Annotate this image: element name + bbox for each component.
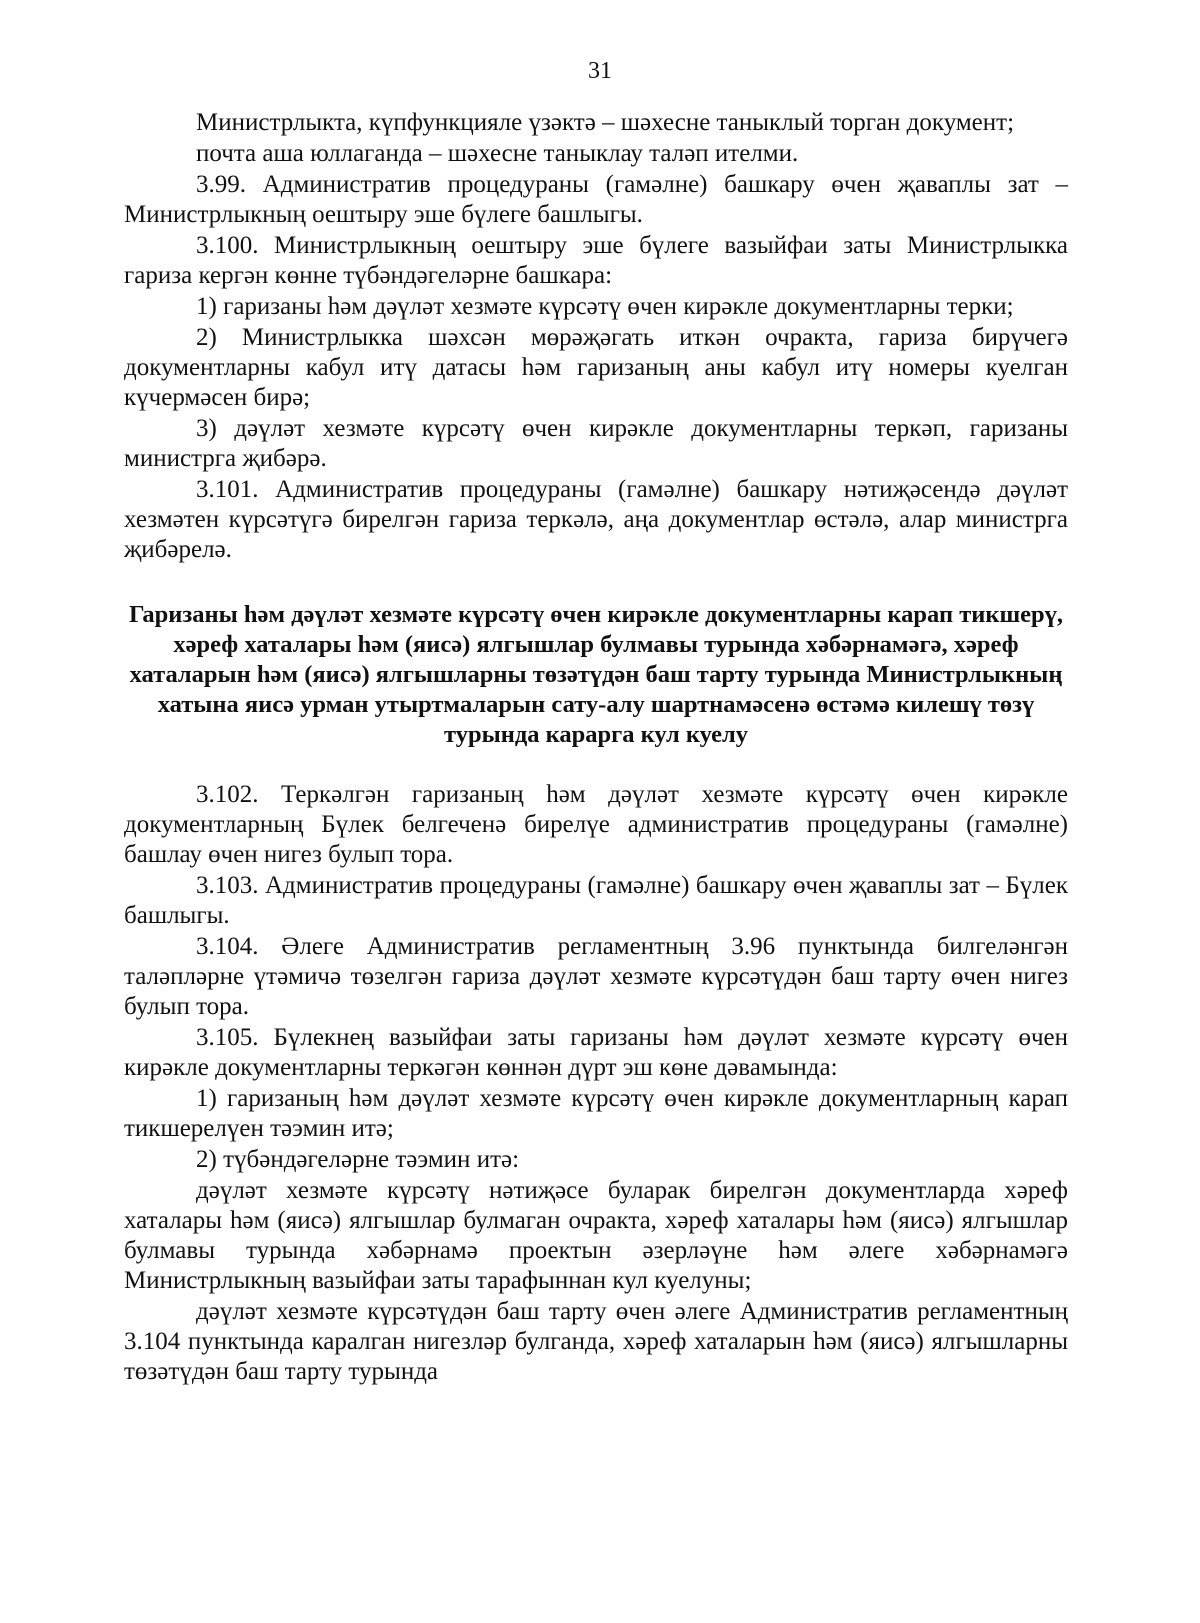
paragraph: 2) Министрлыкка шәхсән мөрәҗәгать иткән очракта, гариза бирүчегә документларны кабул итү датасы һәм гаризаның аны кабул итү номеры куелган күчермәсен бирә;: [124, 324, 1068, 411]
paragraph: Министрлыкта, күпфункцияле үзәктә – шәхесне таныклый торган документ;: [196, 109, 1015, 136]
document-body: [124, 108, 1068, 1388]
paragraph: дәүләт хезмәте күрсәтү нәтиҗәсе буларак бирелгән документларда хәреф хаталары һәм (яисә) ялгышлар булмаган очракта, хәреф хаталары һәм (яисә) ялгышлар булмавы турында хәбәрнамә проектын әзерләүне һәм әлеге хәбәрнамәгә Министрлыкның вазыйфаи заты тарафыннан кул куелуны;: [124, 1177, 1068, 1294]
paragraph: дәүләт хезмәте күрсәтүдән баш тарту өчен әлеге Административ регламентның 3.104 пунктында каралган нигезләр булганда, хәреф хаталарын һәм (яисә) ялгышларны төзәтүдән баш тарту турында: [124, 1298, 1068, 1385]
paragraph: 3.99. Административ процедураны (гамәлне) башкару өчен җаваплы зат – Министрлыкның оештыру эше бүлеге башлыгы.: [124, 171, 1068, 228]
paragraph: 3) дәүләт хезмәте күрсәтү өчен кирәкле документларны теркәп, гаризаны министрга җибәрә.: [124, 415, 1068, 472]
paragraph: 1) гаризаның һәм дәүләт хезмәте күрсәтү өчен кирәкле документларның карап тикшерелүен тәэмин итә;: [124, 1085, 1068, 1142]
page-number: 31: [588, 58, 612, 84]
paragraph: 3.102. Теркәлгән гаризаның һәм дәүләт хезмәте күрсәтү өчен кирәкле документларның Бүлек белгеченә бирелүе административ процедураны (гамәлне) башлау өчен нигез булып тора.: [124, 781, 1068, 868]
paragraph: 3.104. Әлеге Административ регламентның 3.96 пунктында билгеләнгән таләпләрне үтәмичә төзелгән гариза дәүләт хезмәте күрсәтүдән баш тарту өчен нигез булып тора.: [124, 933, 1068, 1020]
paragraph: 3.100. Министрлыкның оештыру эше бүлеге вазыйфаи заты Министрлыкка гариза кергән көнне түбәндәгеләрне башкара:: [124, 232, 1068, 289]
paragraph: 3.101. Административ процедураны (гамәлне) башкару нәтиҗәсендә дәүләт хезмәтен күрсәтүгә бирелгән гариза теркәлә, аңа документлар өстәлә, алар министрга җибәрелә.: [124, 476, 1068, 563]
paragraph: 3.105. Бүлекнең вазыйфаи заты гаризаны һәм дәүләт хезмәте күрсәтү өчен кирәкле документларны теркәгән көннән дүрт эш көне дәвамында:: [124, 1024, 1068, 1081]
paragraph: 2) түбәндәгеләрне тәэмин итә:: [196, 1146, 520, 1173]
paragraph: почта аша юллаганда – шәхесне таныклау таләп ителми.: [196, 140, 799, 167]
section-heading: Гаризаны һәм дәүләт хезмәте күрсәтү өчен кирәкле документларны карап тикшерү, хәреф хаталары һәм (яисә) ялгышлар булмавы турында хәбәрнамәгә, хәреф хаталарын һәм (яисә) ялгышларны төзәтүдән баш тарту турында Министрлыкның хатына яисә урман утыртмаларын сату-алу шартнамәсенә өстәмә килешү төзү турында карарга кул куелу: [128, 601, 1064, 748]
paragraph: 1) гаризаны һәм дәүләт хезмәте күрсәтү өчен кирәкле документларны терки;: [196, 293, 1014, 320]
paragraph: 3.103. Административ процедураны (гамәлне) башкару өчен җаваплы зат – Бүлек башлыгы.: [124, 872, 1068, 929]
